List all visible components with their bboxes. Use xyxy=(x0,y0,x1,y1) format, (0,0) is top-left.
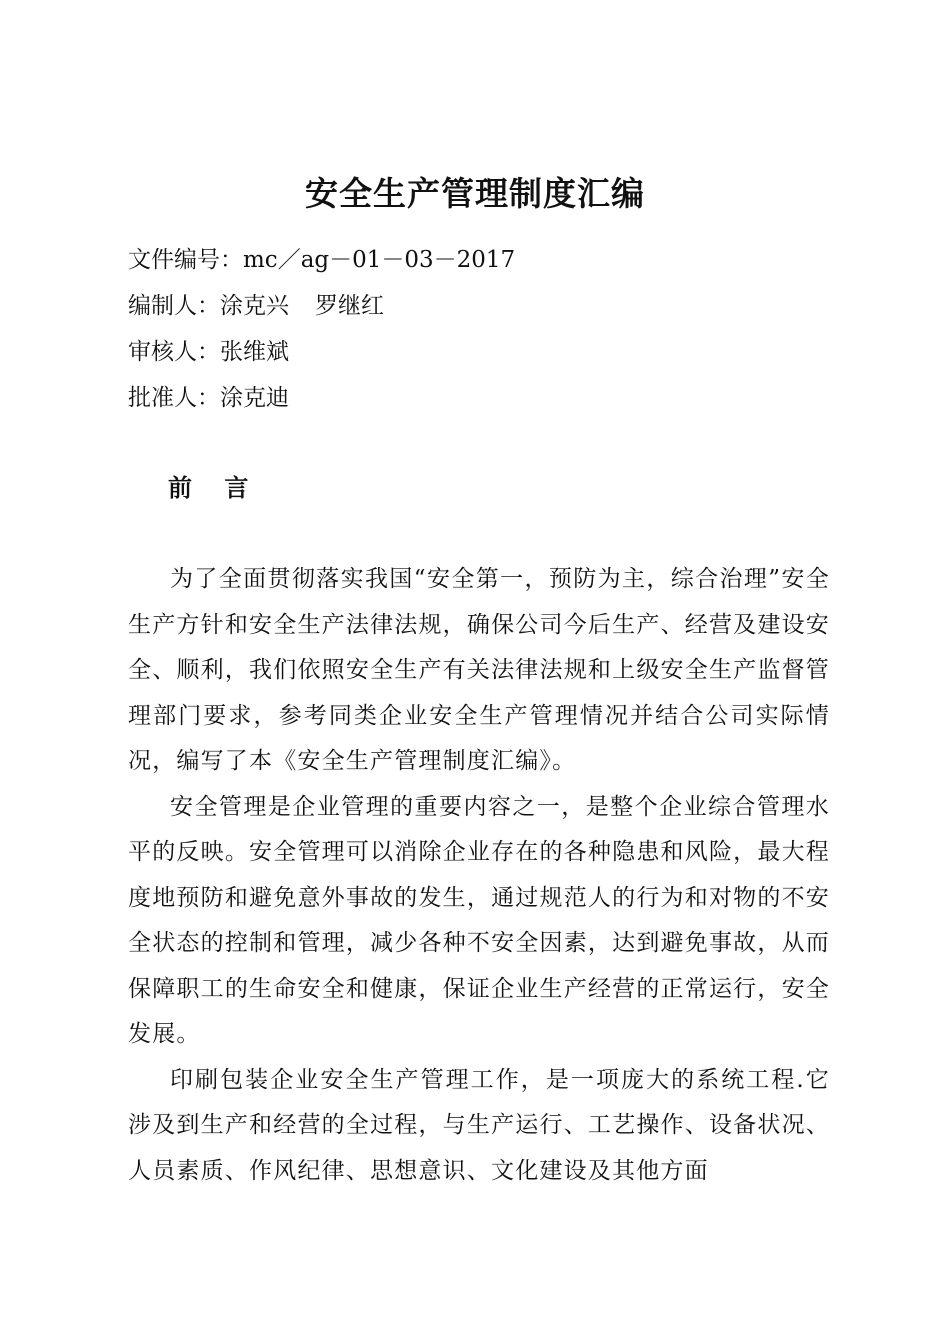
document-title: 安全生产管理制度汇编 xyxy=(305,174,645,213)
approver-row xyxy=(128,378,828,424)
file-number-row xyxy=(128,240,828,286)
preface-body xyxy=(128,557,830,1194)
reviewer-row xyxy=(128,332,828,378)
file-number-value: mc／ag－01－03－2017 xyxy=(243,247,516,273)
approver-label: 批准人： xyxy=(128,385,220,411)
paragraph-1: 为了全面贯彻落实我国“安全第一，预防为主，综合治理”安全生产方针和安全生产法律法规，确保公司今后生产、经营及建设安全、顺利，我们依照安全生产有关法律法规和上级安全生产监督管理部门要求，参考同类企业安全生产管理情况并结合公司实际情况，编写了本《安全生产管理制度汇编》。 xyxy=(128,566,830,774)
file-number-label: 文件编号： xyxy=(128,247,243,273)
author-name-1: 涂克兴 xyxy=(220,293,289,319)
author-row xyxy=(128,286,828,332)
author-name-2: 罗继红 xyxy=(315,293,384,319)
approver-name: 涂克迪 xyxy=(220,385,289,411)
paragraph-3: 印刷包装企业安全生产管理工作，是一项庞大的系统工程.它涉及到生产和经营的全过程，与生产运行、工艺操作、设备状况、人员素质、作风纪律、思想意识、文化建设及其他方面 xyxy=(128,1066,830,1184)
preface-heading: 前 言 xyxy=(168,474,261,502)
document-meta xyxy=(128,240,828,424)
reviewer-name: 张维斌 xyxy=(220,339,289,365)
paragraph-2: 安全管理是企业管理的重要内容之一，是整个企业综合管理水平的反映。安全管理可以消除企业存在的各种隐患和风险，最大程度地预防和避免意外事故的发生，通过规范人的行为和对物的不安全状态的控制和管理，减少各种不安全因素，达到避免事故，从而保障职工的生命安全和健康，保证企业生产经营的正常运行，安全发展。 xyxy=(128,793,830,1047)
reviewer-label: 审核人： xyxy=(128,339,220,365)
author-label: 编制人： xyxy=(128,293,220,319)
